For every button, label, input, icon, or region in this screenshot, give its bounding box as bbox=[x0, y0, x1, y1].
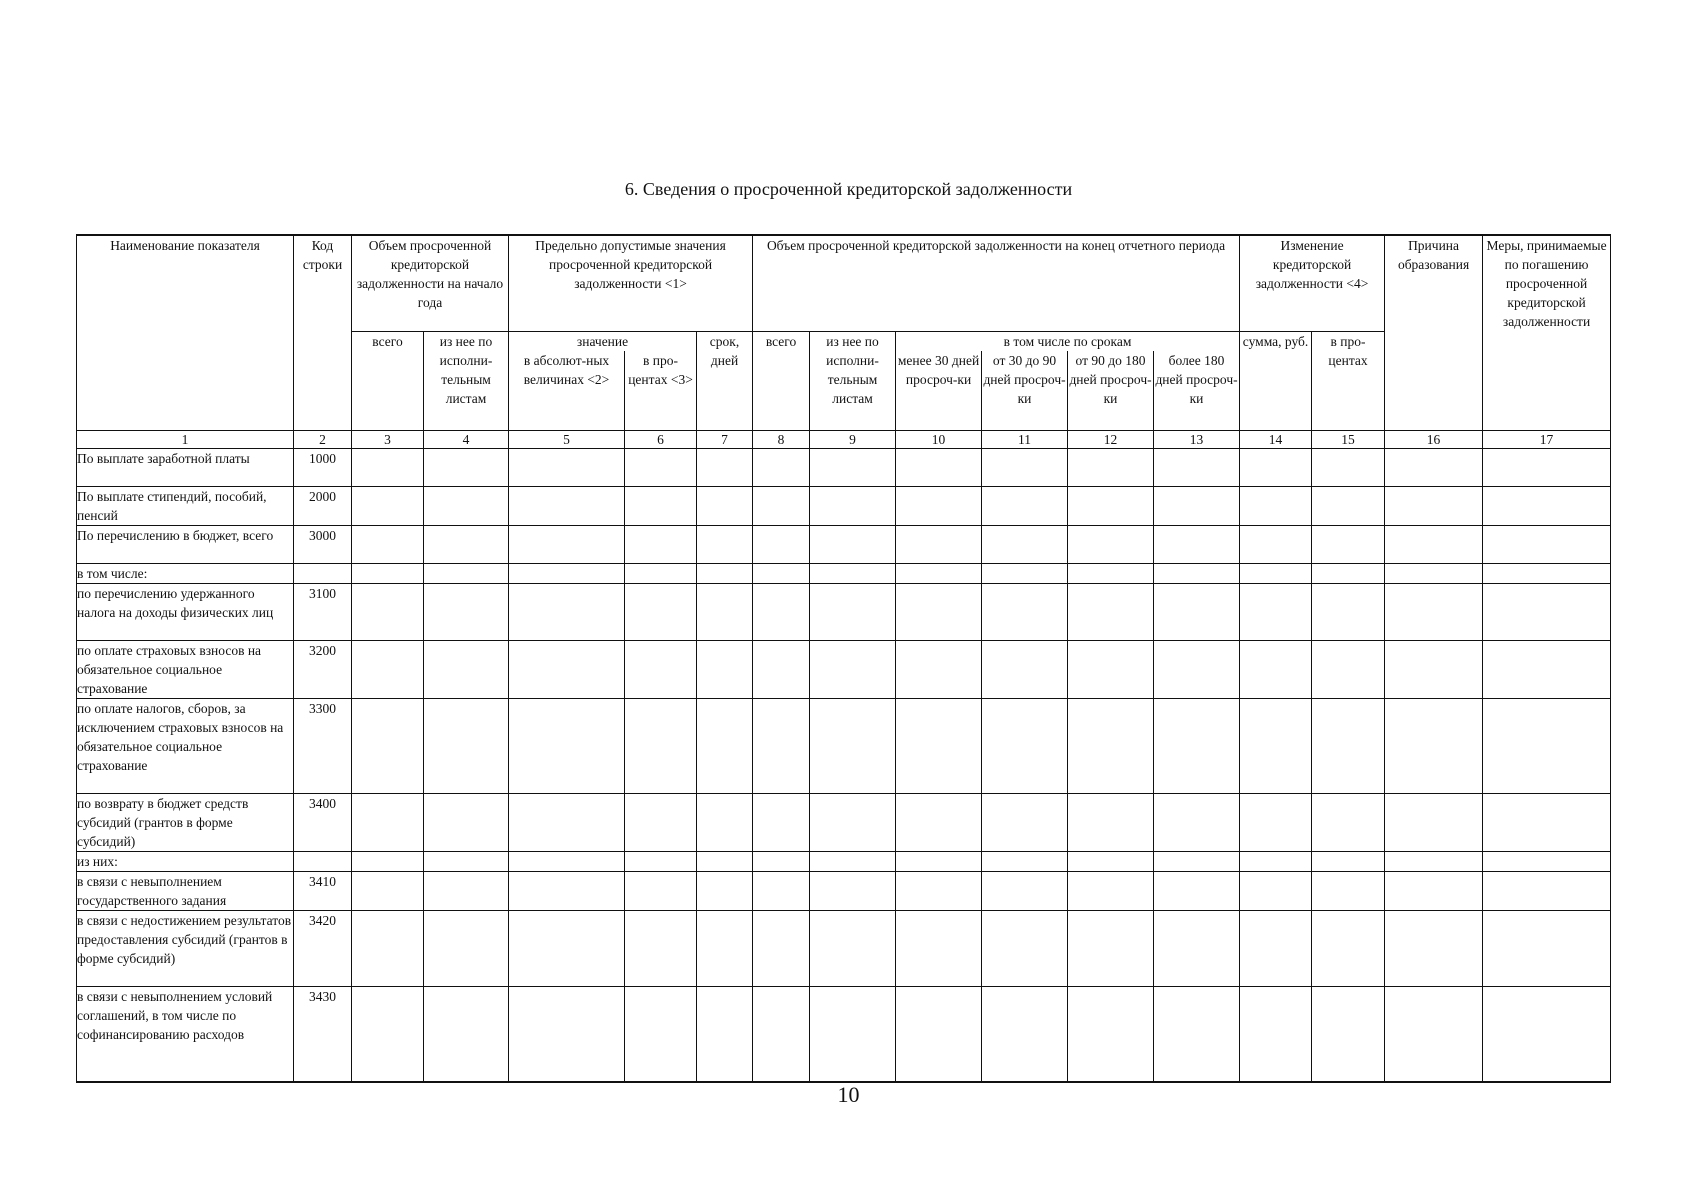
data-cell[interactable] bbox=[697, 584, 753, 641]
data-cell[interactable] bbox=[1483, 987, 1611, 1082]
data-cell[interactable] bbox=[1068, 487, 1154, 526]
data-cell[interactable] bbox=[1240, 872, 1312, 911]
data-cell[interactable] bbox=[810, 987, 896, 1082]
data-cell[interactable] bbox=[1385, 911, 1483, 987]
header-term-gt180: более 180 дней просроч-ки bbox=[1154, 351, 1240, 431]
overdue-payables-table bbox=[76, 234, 1611, 1083]
data-cell[interactable] bbox=[896, 641, 982, 699]
row-label: в связи с невыполнением условий соглашений, в том числе по софинансированию расходов bbox=[77, 987, 294, 1082]
data-cell[interactable] bbox=[625, 699, 697, 794]
data-cell[interactable] bbox=[1385, 584, 1483, 641]
data-cell[interactable] bbox=[810, 794, 896, 852]
column-number: 1 bbox=[77, 431, 294, 449]
header-change-sum: сумма, руб. bbox=[1240, 331, 1312, 431]
data-cell[interactable] bbox=[810, 872, 896, 911]
data-cell[interactable] bbox=[625, 911, 697, 987]
data-cell[interactable] bbox=[1154, 449, 1240, 487]
data-cell[interactable] bbox=[1385, 641, 1483, 699]
row-code: 3400 bbox=[294, 794, 352, 852]
data-cell[interactable] bbox=[982, 987, 1068, 1082]
data-cell[interactable] bbox=[424, 699, 509, 794]
data-cell[interactable] bbox=[753, 526, 810, 564]
data-cell[interactable] bbox=[1385, 872, 1483, 911]
data-cell[interactable] bbox=[509, 526, 625, 564]
data-cell[interactable] bbox=[896, 584, 982, 641]
data-cell[interactable] bbox=[509, 699, 625, 794]
data-cell[interactable] bbox=[1240, 526, 1312, 564]
data-cell[interactable] bbox=[1240, 449, 1312, 487]
column-number-row bbox=[77, 431, 1611, 449]
data-cell[interactable] bbox=[1385, 449, 1483, 487]
table-row bbox=[77, 641, 1611, 699]
data-cell[interactable] bbox=[697, 872, 753, 911]
data-cell[interactable] bbox=[424, 852, 509, 872]
data-cell[interactable] bbox=[697, 911, 753, 987]
data-cell[interactable] bbox=[697, 564, 753, 584]
page-number: 10 bbox=[837, 1082, 860, 1107]
data-cell[interactable] bbox=[697, 699, 753, 794]
data-cell[interactable] bbox=[509, 584, 625, 641]
data-cell[interactable] bbox=[424, 872, 509, 911]
data-cell[interactable] bbox=[810, 526, 896, 564]
data-cell[interactable] bbox=[625, 564, 697, 584]
row-code: 3000 bbox=[294, 526, 352, 564]
data-cell[interactable] bbox=[1240, 794, 1312, 852]
data-cell[interactable] bbox=[352, 852, 424, 872]
table-row bbox=[77, 584, 1611, 641]
data-cell[interactable] bbox=[896, 526, 982, 564]
column-number: 14 bbox=[1240, 431, 1312, 449]
row-label: в связи с недостижением результатов предоставления субсидий (грантов в форме субсидий) bbox=[77, 911, 294, 987]
data-cell[interactable] bbox=[810, 564, 896, 584]
data-cell[interactable] bbox=[1312, 564, 1385, 584]
data-cell[interactable] bbox=[352, 584, 424, 641]
data-cell[interactable] bbox=[1483, 699, 1611, 794]
data-cell[interactable] bbox=[1312, 794, 1385, 852]
column-number: 2 bbox=[294, 431, 352, 449]
table-row bbox=[77, 526, 1611, 564]
column-number: 10 bbox=[896, 431, 982, 449]
column-number: 12 bbox=[1068, 431, 1154, 449]
data-cell[interactable] bbox=[625, 852, 697, 872]
header-term-lt30: менее 30 дней просроч-ки bbox=[896, 351, 982, 431]
data-cell[interactable] bbox=[625, 449, 697, 487]
column-number: 15 bbox=[1312, 431, 1385, 449]
column-number: 8 bbox=[753, 431, 810, 449]
data-cell[interactable] bbox=[1483, 564, 1611, 584]
header-end-volume: Объем просроченной кредиторской задолженности на конец отчетного периода bbox=[753, 235, 1240, 331]
data-cell[interactable] bbox=[982, 872, 1068, 911]
data-cell[interactable] bbox=[424, 911, 509, 987]
data-cell[interactable] bbox=[424, 564, 509, 584]
data-cell[interactable] bbox=[810, 449, 896, 487]
data-cell[interactable] bbox=[753, 987, 810, 1082]
data-cell[interactable] bbox=[1068, 872, 1154, 911]
data-cell[interactable] bbox=[896, 794, 982, 852]
table-row bbox=[77, 449, 1611, 487]
data-cell[interactable] bbox=[753, 699, 810, 794]
data-cell[interactable] bbox=[625, 987, 697, 1082]
table-row bbox=[77, 872, 1611, 911]
data-cell[interactable] bbox=[1483, 584, 1611, 641]
data-cell[interactable] bbox=[1154, 487, 1240, 526]
data-cell[interactable] bbox=[1154, 987, 1240, 1082]
header-limit-pct: в про-центах <3> bbox=[625, 351, 697, 431]
data-cell[interactable] bbox=[1154, 641, 1240, 699]
data-cell[interactable] bbox=[1240, 987, 1312, 1082]
data-cell[interactable] bbox=[424, 487, 509, 526]
data-cell[interactable] bbox=[896, 911, 982, 987]
data-cell[interactable] bbox=[1240, 641, 1312, 699]
page-title: 6. Сведения о просроченной кредиторской задолженности bbox=[624, 179, 1073, 199]
data-cell[interactable] bbox=[1483, 487, 1611, 526]
data-cell[interactable] bbox=[982, 584, 1068, 641]
data-cell[interactable] bbox=[896, 872, 982, 911]
header-reason: Причина образования bbox=[1385, 235, 1483, 331]
column-number: 4 bbox=[424, 431, 509, 449]
data-cell[interactable] bbox=[982, 852, 1068, 872]
data-cell[interactable] bbox=[810, 641, 896, 699]
data-cell[interactable] bbox=[810, 911, 896, 987]
data-cell[interactable] bbox=[753, 564, 810, 584]
row-code: 3410 bbox=[294, 872, 352, 911]
row-code: 3100 bbox=[294, 584, 352, 641]
data-cell[interactable] bbox=[1312, 641, 1385, 699]
table-row bbox=[77, 794, 1611, 852]
row-label: по оплате страховых взносов на обязательное социальное страхование bbox=[77, 641, 294, 699]
column-number: 6 bbox=[625, 431, 697, 449]
table-row bbox=[77, 487, 1611, 526]
data-cell[interactable] bbox=[1154, 564, 1240, 584]
data-cell[interactable] bbox=[896, 699, 982, 794]
row-label: из них: bbox=[77, 852, 294, 872]
table-body bbox=[77, 449, 1611, 1082]
header-name: Наименование показателя bbox=[77, 235, 294, 331]
data-cell[interactable] bbox=[352, 872, 424, 911]
row-label: в связи с невыполнением государственного задания bbox=[77, 872, 294, 911]
data-cell[interactable] bbox=[424, 641, 509, 699]
data-cell[interactable] bbox=[1312, 526, 1385, 564]
header-term-30-90: от 30 до 90 дней просроч-ки bbox=[982, 351, 1068, 431]
row-code: 3300 bbox=[294, 699, 352, 794]
data-cell[interactable] bbox=[509, 641, 625, 699]
data-cell[interactable] bbox=[352, 987, 424, 1082]
column-number: 13 bbox=[1154, 431, 1240, 449]
header-change-pct: в про-центах bbox=[1312, 331, 1385, 431]
data-cell[interactable] bbox=[509, 449, 625, 487]
row-label: по оплате налогов, сборов, за исключением страховых взносов на обязательное социальное страхование bbox=[77, 699, 294, 794]
data-cell[interactable] bbox=[1385, 987, 1483, 1082]
column-number: 3 bbox=[352, 431, 424, 449]
header-limit-value: значение bbox=[509, 331, 697, 351]
data-cell[interactable] bbox=[1154, 794, 1240, 852]
data-cell[interactable] bbox=[810, 584, 896, 641]
data-cell[interactable] bbox=[625, 872, 697, 911]
data-cell[interactable] bbox=[1068, 641, 1154, 699]
table-row bbox=[77, 911, 1611, 987]
header-limit-abs: в абсолют-ных величинах <2> bbox=[509, 351, 625, 431]
data-cell[interactable] bbox=[1068, 987, 1154, 1082]
data-cell[interactable] bbox=[424, 987, 509, 1082]
data-cell[interactable] bbox=[1385, 487, 1483, 526]
column-number: 17 bbox=[1483, 431, 1611, 449]
data-cell[interactable] bbox=[1240, 699, 1312, 794]
data-cell[interactable] bbox=[352, 911, 424, 987]
data-cell[interactable] bbox=[697, 526, 753, 564]
data-cell[interactable] bbox=[352, 794, 424, 852]
data-cell[interactable] bbox=[1385, 699, 1483, 794]
header-code: Код строки bbox=[294, 235, 352, 331]
data-cell[interactable] bbox=[896, 987, 982, 1082]
header-begin-total: всего bbox=[352, 331, 424, 431]
data-cell[interactable] bbox=[697, 487, 753, 526]
data-cell[interactable] bbox=[1068, 449, 1154, 487]
data-cell[interactable] bbox=[424, 526, 509, 564]
table-row bbox=[77, 987, 1611, 1082]
data-cell[interactable] bbox=[810, 852, 896, 872]
row-code bbox=[294, 564, 352, 584]
data-cell[interactable] bbox=[424, 584, 509, 641]
column-number: 16 bbox=[1385, 431, 1483, 449]
header-begin-volume: Объем просроченной кредиторской задолженности на начало года bbox=[352, 235, 509, 331]
data-cell[interactable] bbox=[753, 641, 810, 699]
data-cell[interactable] bbox=[1154, 911, 1240, 987]
data-cell[interactable] bbox=[1068, 564, 1154, 584]
data-cell[interactable] bbox=[896, 564, 982, 584]
data-cell[interactable] bbox=[753, 911, 810, 987]
row-label: по перечислению удержанного налога на доходы физических лиц bbox=[77, 584, 294, 641]
data-cell[interactable] bbox=[896, 852, 982, 872]
data-cell[interactable] bbox=[1068, 699, 1154, 794]
data-cell[interactable] bbox=[982, 911, 1068, 987]
data-cell[interactable] bbox=[352, 564, 424, 584]
data-cell[interactable] bbox=[1312, 911, 1385, 987]
data-cell[interactable] bbox=[753, 852, 810, 872]
header-change: Изменение кредиторской задолженности <4> bbox=[1240, 235, 1385, 331]
data-cell[interactable] bbox=[625, 584, 697, 641]
data-cell[interactable] bbox=[509, 794, 625, 852]
data-cell[interactable] bbox=[1385, 564, 1483, 584]
column-number: 7 bbox=[697, 431, 753, 449]
data-cell[interactable] bbox=[1483, 872, 1611, 911]
data-cell[interactable] bbox=[1483, 794, 1611, 852]
data-cell[interactable] bbox=[1154, 699, 1240, 794]
data-cell[interactable] bbox=[1240, 584, 1312, 641]
data-cell[interactable] bbox=[810, 487, 896, 526]
data-cell[interactable] bbox=[697, 641, 753, 699]
data-cell[interactable] bbox=[982, 449, 1068, 487]
data-cell[interactable] bbox=[753, 872, 810, 911]
data-cell[interactable] bbox=[1240, 487, 1312, 526]
data-cell[interactable] bbox=[1240, 564, 1312, 584]
data-cell[interactable] bbox=[1068, 852, 1154, 872]
data-cell[interactable] bbox=[509, 911, 625, 987]
header-measures: Меры, принимаемые по погашению просроченной кредиторской задолженности bbox=[1483, 235, 1611, 331]
data-cell[interactable] bbox=[697, 852, 753, 872]
data-cell[interactable] bbox=[1154, 852, 1240, 872]
header-begin-writs: из нее по исполни-тельным листам bbox=[424, 331, 509, 431]
data-cell[interactable] bbox=[982, 641, 1068, 699]
data-cell[interactable] bbox=[509, 487, 625, 526]
data-cell[interactable] bbox=[424, 449, 509, 487]
data-cell[interactable] bbox=[1312, 699, 1385, 794]
data-cell[interactable] bbox=[753, 487, 810, 526]
data-cell[interactable] bbox=[1312, 872, 1385, 911]
header-end-writs: из нее по исполни-тельным листам bbox=[810, 331, 896, 431]
header-end-total: всего bbox=[753, 331, 810, 431]
data-cell[interactable] bbox=[896, 449, 982, 487]
data-cell[interactable] bbox=[1312, 987, 1385, 1082]
data-cell[interactable] bbox=[509, 564, 625, 584]
data-cell[interactable] bbox=[352, 641, 424, 699]
data-cell[interactable] bbox=[1068, 794, 1154, 852]
data-cell[interactable] bbox=[1068, 526, 1154, 564]
data-cell[interactable] bbox=[1068, 911, 1154, 987]
data-cell[interactable] bbox=[509, 852, 625, 872]
data-cell[interactable] bbox=[352, 699, 424, 794]
data-cell[interactable] bbox=[1483, 449, 1611, 487]
data-cell[interactable] bbox=[982, 526, 1068, 564]
data-cell[interactable] bbox=[1154, 526, 1240, 564]
data-cell[interactable] bbox=[625, 526, 697, 564]
header-by-terms: в том числе по срокам bbox=[896, 331, 1240, 351]
row-label: По выплате заработной платы bbox=[77, 449, 294, 487]
data-cell[interactable] bbox=[1068, 584, 1154, 641]
data-cell[interactable] bbox=[1240, 852, 1312, 872]
data-cell[interactable] bbox=[625, 641, 697, 699]
data-cell[interactable] bbox=[1385, 794, 1483, 852]
row-code: 3200 bbox=[294, 641, 352, 699]
data-cell[interactable] bbox=[1154, 872, 1240, 911]
data-cell[interactable] bbox=[424, 794, 509, 852]
data-cell[interactable] bbox=[982, 794, 1068, 852]
row-code: 1000 bbox=[294, 449, 352, 487]
data-cell[interactable] bbox=[1385, 526, 1483, 564]
table-row bbox=[77, 852, 1611, 872]
data-cell[interactable] bbox=[697, 987, 753, 1082]
row-label: по возврату в бюджет средств субсидий (грантов в форме субсидий) bbox=[77, 794, 294, 852]
data-cell[interactable] bbox=[896, 487, 982, 526]
data-cell[interactable] bbox=[625, 487, 697, 526]
data-cell[interactable] bbox=[753, 584, 810, 641]
row-label: По перечислению в бюджет, всего bbox=[77, 526, 294, 564]
data-cell[interactable] bbox=[352, 487, 424, 526]
data-cell[interactable] bbox=[509, 872, 625, 911]
row-code: 3420 bbox=[294, 911, 352, 987]
data-cell[interactable] bbox=[625, 794, 697, 852]
data-cell[interactable] bbox=[1312, 487, 1385, 526]
data-cell[interactable] bbox=[1483, 641, 1611, 699]
data-cell[interactable] bbox=[753, 449, 810, 487]
data-cell[interactable] bbox=[982, 487, 1068, 526]
data-cell[interactable] bbox=[1312, 584, 1385, 641]
data-cell[interactable] bbox=[352, 449, 424, 487]
data-cell[interactable] bbox=[1483, 526, 1611, 564]
data-cell[interactable] bbox=[1385, 852, 1483, 872]
column-number: 5 bbox=[509, 431, 625, 449]
data-cell[interactable] bbox=[982, 564, 1068, 584]
data-cell[interactable] bbox=[1312, 449, 1385, 487]
data-cell[interactable] bbox=[697, 794, 753, 852]
table-row bbox=[77, 699, 1611, 794]
data-cell[interactable] bbox=[509, 987, 625, 1082]
data-cell[interactable] bbox=[982, 699, 1068, 794]
data-cell[interactable] bbox=[810, 699, 896, 794]
data-cell[interactable] bbox=[1154, 584, 1240, 641]
row-label: По выплате стипендий, пособий, пенсий bbox=[77, 487, 294, 526]
data-cell[interactable] bbox=[1483, 852, 1611, 872]
row-code: 3430 bbox=[294, 987, 352, 1082]
data-cell[interactable] bbox=[1483, 911, 1611, 987]
row-code: 2000 bbox=[294, 487, 352, 526]
data-cell[interactable] bbox=[1312, 852, 1385, 872]
data-cell[interactable] bbox=[697, 449, 753, 487]
data-cell[interactable] bbox=[1240, 911, 1312, 987]
header-limit: Предельно допустимые значения просроченной кредиторской задолженности <1> bbox=[509, 235, 753, 331]
header-limit-term: срок, дней bbox=[697, 331, 753, 431]
row-label: в том числе: bbox=[77, 564, 294, 584]
column-number: 11 bbox=[982, 431, 1068, 449]
row-code bbox=[294, 852, 352, 872]
table-row bbox=[77, 564, 1611, 584]
data-cell[interactable] bbox=[352, 526, 424, 564]
column-number: 9 bbox=[810, 431, 896, 449]
header-term-90-180: от 90 до 180 дней просроч-ки bbox=[1068, 351, 1154, 431]
data-cell[interactable] bbox=[753, 794, 810, 852]
